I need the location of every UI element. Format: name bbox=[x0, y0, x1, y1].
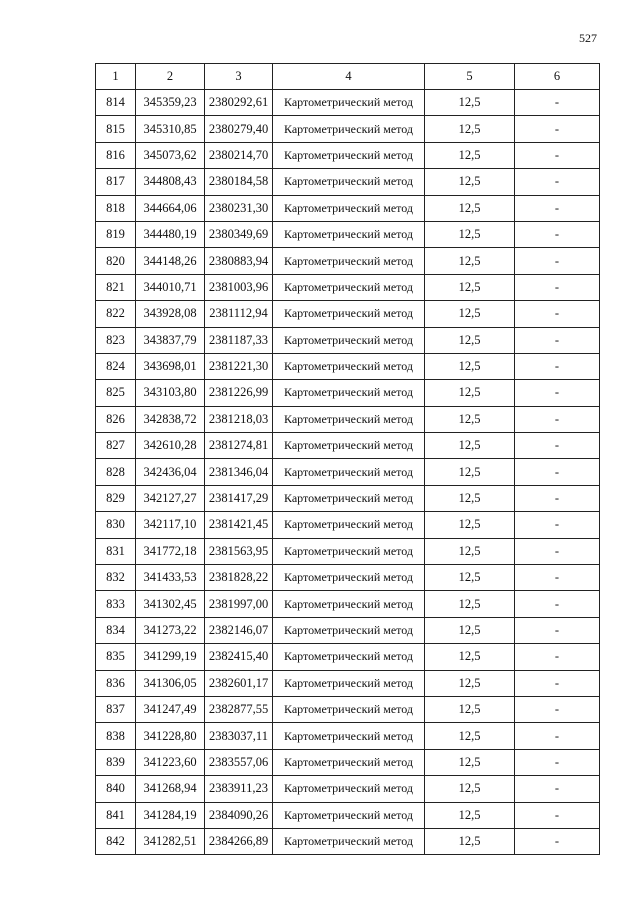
cell-x-coordinate: 341228,80 bbox=[136, 723, 205, 749]
cell-note: - bbox=[515, 802, 600, 828]
cell-method: Картометрический метод bbox=[273, 617, 425, 643]
cell-method: Картометрический метод bbox=[273, 644, 425, 670]
cell-point-number: 821 bbox=[96, 274, 136, 300]
cell-y-coordinate: 2382146,07 bbox=[205, 617, 273, 643]
cell-note: - bbox=[515, 696, 600, 722]
cell-accuracy: 12,5 bbox=[425, 538, 515, 564]
cell-accuracy: 12,5 bbox=[425, 644, 515, 670]
cell-point-number: 825 bbox=[96, 380, 136, 406]
cell-note: - bbox=[515, 512, 600, 538]
cell-method: Картометрический метод bbox=[273, 828, 425, 854]
cell-point-number: 814 bbox=[96, 90, 136, 116]
cell-method: Картометрический метод bbox=[273, 565, 425, 591]
cell-accuracy: 12,5 bbox=[425, 565, 515, 591]
cell-x-coordinate: 341273,22 bbox=[136, 617, 205, 643]
cell-accuracy: 12,5 bbox=[425, 380, 515, 406]
cell-y-coordinate: 2380292,61 bbox=[205, 90, 273, 116]
cell-point-number: 837 bbox=[96, 696, 136, 722]
cell-accuracy: 12,5 bbox=[425, 248, 515, 274]
table-row bbox=[96, 696, 600, 722]
cell-accuracy: 12,5 bbox=[425, 353, 515, 379]
cell-method: Картометрический метод bbox=[273, 406, 425, 432]
cell-note: - bbox=[515, 301, 600, 327]
cell-point-number: 816 bbox=[96, 142, 136, 168]
cell-point-number: 827 bbox=[96, 433, 136, 459]
cell-point-number: 831 bbox=[96, 538, 136, 564]
cell-y-coordinate: 2383037,11 bbox=[205, 723, 273, 749]
cell-note: - bbox=[515, 538, 600, 564]
cell-point-number: 835 bbox=[96, 644, 136, 670]
cell-point-number: 842 bbox=[96, 828, 136, 854]
table-row bbox=[96, 512, 600, 538]
header-cell-3: 3 bbox=[205, 64, 273, 90]
cell-note: - bbox=[515, 723, 600, 749]
cell-y-coordinate: 2381274,81 bbox=[205, 433, 273, 459]
cell-x-coordinate: 344808,43 bbox=[136, 169, 205, 195]
cell-note: - bbox=[515, 327, 600, 353]
cell-x-coordinate: 341284,19 bbox=[136, 802, 205, 828]
cell-point-number: 822 bbox=[96, 301, 136, 327]
cell-method: Картометрический метод bbox=[273, 327, 425, 353]
cell-note: - bbox=[515, 485, 600, 511]
table-row bbox=[96, 142, 600, 168]
header-cell-4: 4 bbox=[273, 64, 425, 90]
cell-accuracy: 12,5 bbox=[425, 90, 515, 116]
cell-note: - bbox=[515, 644, 600, 670]
cell-y-coordinate: 2382877,55 bbox=[205, 696, 273, 722]
cell-note: - bbox=[515, 776, 600, 802]
cell-point-number: 817 bbox=[96, 169, 136, 195]
cell-y-coordinate: 2381563,95 bbox=[205, 538, 273, 564]
cell-x-coordinate: 342610,28 bbox=[136, 433, 205, 459]
header-cell-5: 5 bbox=[425, 64, 515, 90]
cell-accuracy: 12,5 bbox=[425, 221, 515, 247]
cell-method: Картометрический метод bbox=[273, 802, 425, 828]
table-row bbox=[96, 802, 600, 828]
cell-point-number: 820 bbox=[96, 248, 136, 274]
cell-method: Картометрический метод bbox=[273, 90, 425, 116]
cell-y-coordinate: 2384266,89 bbox=[205, 828, 273, 854]
cell-y-coordinate: 2381226,99 bbox=[205, 380, 273, 406]
cell-accuracy: 12,5 bbox=[425, 169, 515, 195]
cell-y-coordinate: 2381112,94 bbox=[205, 301, 273, 327]
cell-method: Картометрический метод bbox=[273, 696, 425, 722]
table-row bbox=[96, 327, 600, 353]
cell-note: - bbox=[515, 591, 600, 617]
header-cell-2: 2 bbox=[136, 64, 205, 90]
table-row bbox=[96, 565, 600, 591]
table-header bbox=[96, 64, 600, 90]
cell-point-number: 823 bbox=[96, 327, 136, 353]
cell-y-coordinate: 2383911,23 bbox=[205, 776, 273, 802]
cell-point-number: 838 bbox=[96, 723, 136, 749]
cell-x-coordinate: 342436,04 bbox=[136, 459, 205, 485]
cell-point-number: 828 bbox=[96, 459, 136, 485]
cell-accuracy: 12,5 bbox=[425, 301, 515, 327]
cell-y-coordinate: 2380184,58 bbox=[205, 169, 273, 195]
cell-method: Картометрический метод bbox=[273, 248, 425, 274]
cell-accuracy: 12,5 bbox=[425, 512, 515, 538]
cell-method: Картометрический метод bbox=[273, 380, 425, 406]
cell-x-coordinate: 341302,45 bbox=[136, 591, 205, 617]
table-row bbox=[96, 380, 600, 406]
page-number: 527 bbox=[579, 31, 597, 45]
cell-x-coordinate: 343103,80 bbox=[136, 380, 205, 406]
cell-method: Картометрический метод bbox=[273, 433, 425, 459]
cell-accuracy: 12,5 bbox=[425, 591, 515, 617]
cell-point-number: 824 bbox=[96, 353, 136, 379]
table-row bbox=[96, 828, 600, 854]
table-row bbox=[96, 485, 600, 511]
cell-accuracy: 12,5 bbox=[425, 459, 515, 485]
cell-method: Картометрический метод bbox=[273, 749, 425, 775]
cell-method: Картометрический метод bbox=[273, 670, 425, 696]
cell-accuracy: 12,5 bbox=[425, 406, 515, 432]
table-row bbox=[96, 591, 600, 617]
table-row bbox=[96, 723, 600, 749]
cell-note: - bbox=[515, 116, 600, 142]
cell-x-coordinate: 345310,85 bbox=[136, 116, 205, 142]
cell-note: - bbox=[515, 459, 600, 485]
cell-method: Картометрический метод bbox=[273, 485, 425, 511]
cell-y-coordinate: 2380883,94 bbox=[205, 248, 273, 274]
table-row bbox=[96, 248, 600, 274]
cell-method: Картометрический метод bbox=[273, 723, 425, 749]
cell-y-coordinate: 2381417,29 bbox=[205, 485, 273, 511]
cell-y-coordinate: 2381221,30 bbox=[205, 353, 273, 379]
cell-accuracy: 12,5 bbox=[425, 696, 515, 722]
coordinates-table bbox=[95, 63, 600, 855]
table-row bbox=[96, 776, 600, 802]
cell-y-coordinate: 2380279,40 bbox=[205, 116, 273, 142]
cell-accuracy: 12,5 bbox=[425, 723, 515, 749]
cell-y-coordinate: 2381421,45 bbox=[205, 512, 273, 538]
cell-x-coordinate: 344148,26 bbox=[136, 248, 205, 274]
cell-accuracy: 12,5 bbox=[425, 828, 515, 854]
cell-y-coordinate: 2381187,33 bbox=[205, 327, 273, 353]
cell-x-coordinate: 343837,79 bbox=[136, 327, 205, 353]
cell-x-coordinate: 341433,53 bbox=[136, 565, 205, 591]
cell-y-coordinate: 2381997,00 bbox=[205, 591, 273, 617]
cell-y-coordinate: 2382601,17 bbox=[205, 670, 273, 696]
cell-x-coordinate: 341282,51 bbox=[136, 828, 205, 854]
cell-x-coordinate: 344480,19 bbox=[136, 221, 205, 247]
table-row bbox=[96, 644, 600, 670]
cell-x-coordinate: 343698,01 bbox=[136, 353, 205, 379]
cell-accuracy: 12,5 bbox=[425, 142, 515, 168]
table-row bbox=[96, 301, 600, 327]
cell-y-coordinate: 2381828,22 bbox=[205, 565, 273, 591]
cell-x-coordinate: 341247,49 bbox=[136, 696, 205, 722]
cell-note: - bbox=[515, 828, 600, 854]
cell-method: Картометрический метод bbox=[273, 538, 425, 564]
cell-note: - bbox=[515, 433, 600, 459]
cell-accuracy: 12,5 bbox=[425, 327, 515, 353]
cell-method: Картометрический метод bbox=[273, 591, 425, 617]
cell-accuracy: 12,5 bbox=[425, 670, 515, 696]
cell-accuracy: 12,5 bbox=[425, 776, 515, 802]
cell-note: - bbox=[515, 406, 600, 432]
cell-accuracy: 12,5 bbox=[425, 433, 515, 459]
cell-method: Картометрический метод bbox=[273, 274, 425, 300]
cell-point-number: 834 bbox=[96, 617, 136, 643]
cell-x-coordinate: 342838,72 bbox=[136, 406, 205, 432]
cell-note: - bbox=[515, 169, 600, 195]
cell-method: Картометрический метод bbox=[273, 459, 425, 485]
cell-x-coordinate: 344664,06 bbox=[136, 195, 205, 221]
table-row bbox=[96, 221, 600, 247]
cell-x-coordinate: 341268,94 bbox=[136, 776, 205, 802]
cell-method: Картометрический метод bbox=[273, 512, 425, 538]
cell-x-coordinate: 342127,27 bbox=[136, 485, 205, 511]
table-row bbox=[96, 749, 600, 775]
cell-point-number: 829 bbox=[96, 485, 136, 511]
cell-method: Картометрический метод bbox=[273, 221, 425, 247]
cell-method: Картометрический метод bbox=[273, 195, 425, 221]
cell-accuracy: 12,5 bbox=[425, 617, 515, 643]
table-body bbox=[96, 90, 600, 855]
cell-note: - bbox=[515, 195, 600, 221]
table-row bbox=[96, 169, 600, 195]
header-row bbox=[96, 64, 600, 90]
cell-note: - bbox=[515, 670, 600, 696]
cell-point-number: 833 bbox=[96, 591, 136, 617]
cell-point-number: 839 bbox=[96, 749, 136, 775]
cell-accuracy: 12,5 bbox=[425, 749, 515, 775]
cell-x-coordinate: 344010,71 bbox=[136, 274, 205, 300]
cell-x-coordinate: 341772,18 bbox=[136, 538, 205, 564]
cell-y-coordinate: 2381218,03 bbox=[205, 406, 273, 432]
cell-point-number: 841 bbox=[96, 802, 136, 828]
cell-x-coordinate: 341223,60 bbox=[136, 749, 205, 775]
cell-note: - bbox=[515, 353, 600, 379]
cell-x-coordinate: 343928,08 bbox=[136, 301, 205, 327]
cell-method: Картометрический метод bbox=[273, 169, 425, 195]
table-row bbox=[96, 353, 600, 379]
cell-note: - bbox=[515, 749, 600, 775]
cell-method: Картометрический метод bbox=[273, 353, 425, 379]
table-row bbox=[96, 538, 600, 564]
cell-note: - bbox=[515, 274, 600, 300]
cell-x-coordinate: 341306,05 bbox=[136, 670, 205, 696]
cell-x-coordinate: 345073,62 bbox=[136, 142, 205, 168]
table-row bbox=[96, 459, 600, 485]
cell-point-number: 826 bbox=[96, 406, 136, 432]
cell-note: - bbox=[515, 248, 600, 274]
cell-method: Картометрический метод bbox=[273, 301, 425, 327]
cell-y-coordinate: 2384090,26 bbox=[205, 802, 273, 828]
cell-note: - bbox=[515, 142, 600, 168]
cell-note: - bbox=[515, 380, 600, 406]
table-row bbox=[96, 406, 600, 432]
cell-y-coordinate: 2382415,40 bbox=[205, 644, 273, 670]
table-row bbox=[96, 116, 600, 142]
header-cell-6: 6 bbox=[515, 64, 600, 90]
cell-y-coordinate: 2381003,96 bbox=[205, 274, 273, 300]
cell-accuracy: 12,5 bbox=[425, 274, 515, 300]
table-row bbox=[96, 90, 600, 116]
cell-accuracy: 12,5 bbox=[425, 802, 515, 828]
cell-note: - bbox=[515, 565, 600, 591]
cell-note: - bbox=[515, 90, 600, 116]
table-row bbox=[96, 670, 600, 696]
cell-point-number: 819 bbox=[96, 221, 136, 247]
cell-point-number: 836 bbox=[96, 670, 136, 696]
cell-accuracy: 12,5 bbox=[425, 116, 515, 142]
table-row bbox=[96, 274, 600, 300]
cell-point-number: 830 bbox=[96, 512, 136, 538]
cell-x-coordinate: 345359,23 bbox=[136, 90, 205, 116]
cell-note: - bbox=[515, 221, 600, 247]
cell-method: Картометрический метод bbox=[273, 776, 425, 802]
cell-x-coordinate: 341299,19 bbox=[136, 644, 205, 670]
cell-method: Картометрический метод bbox=[273, 116, 425, 142]
cell-point-number: 832 bbox=[96, 565, 136, 591]
cell-point-number: 840 bbox=[96, 776, 136, 802]
cell-y-coordinate: 2380349,69 bbox=[205, 221, 273, 247]
cell-y-coordinate: 2381346,04 bbox=[205, 459, 273, 485]
cell-accuracy: 12,5 bbox=[425, 195, 515, 221]
cell-y-coordinate: 2380214,70 bbox=[205, 142, 273, 168]
cell-y-coordinate: 2383557,06 bbox=[205, 749, 273, 775]
cell-point-number: 818 bbox=[96, 195, 136, 221]
table-row bbox=[96, 433, 600, 459]
table-row bbox=[96, 195, 600, 221]
header-cell-1: 1 bbox=[96, 64, 136, 90]
cell-method: Картометрический метод bbox=[273, 142, 425, 168]
cell-accuracy: 12,5 bbox=[425, 485, 515, 511]
cell-point-number: 815 bbox=[96, 116, 136, 142]
cell-y-coordinate: 2380231,30 bbox=[205, 195, 273, 221]
table-row bbox=[96, 617, 600, 643]
cell-note: - bbox=[515, 617, 600, 643]
cell-x-coordinate: 342117,10 bbox=[136, 512, 205, 538]
